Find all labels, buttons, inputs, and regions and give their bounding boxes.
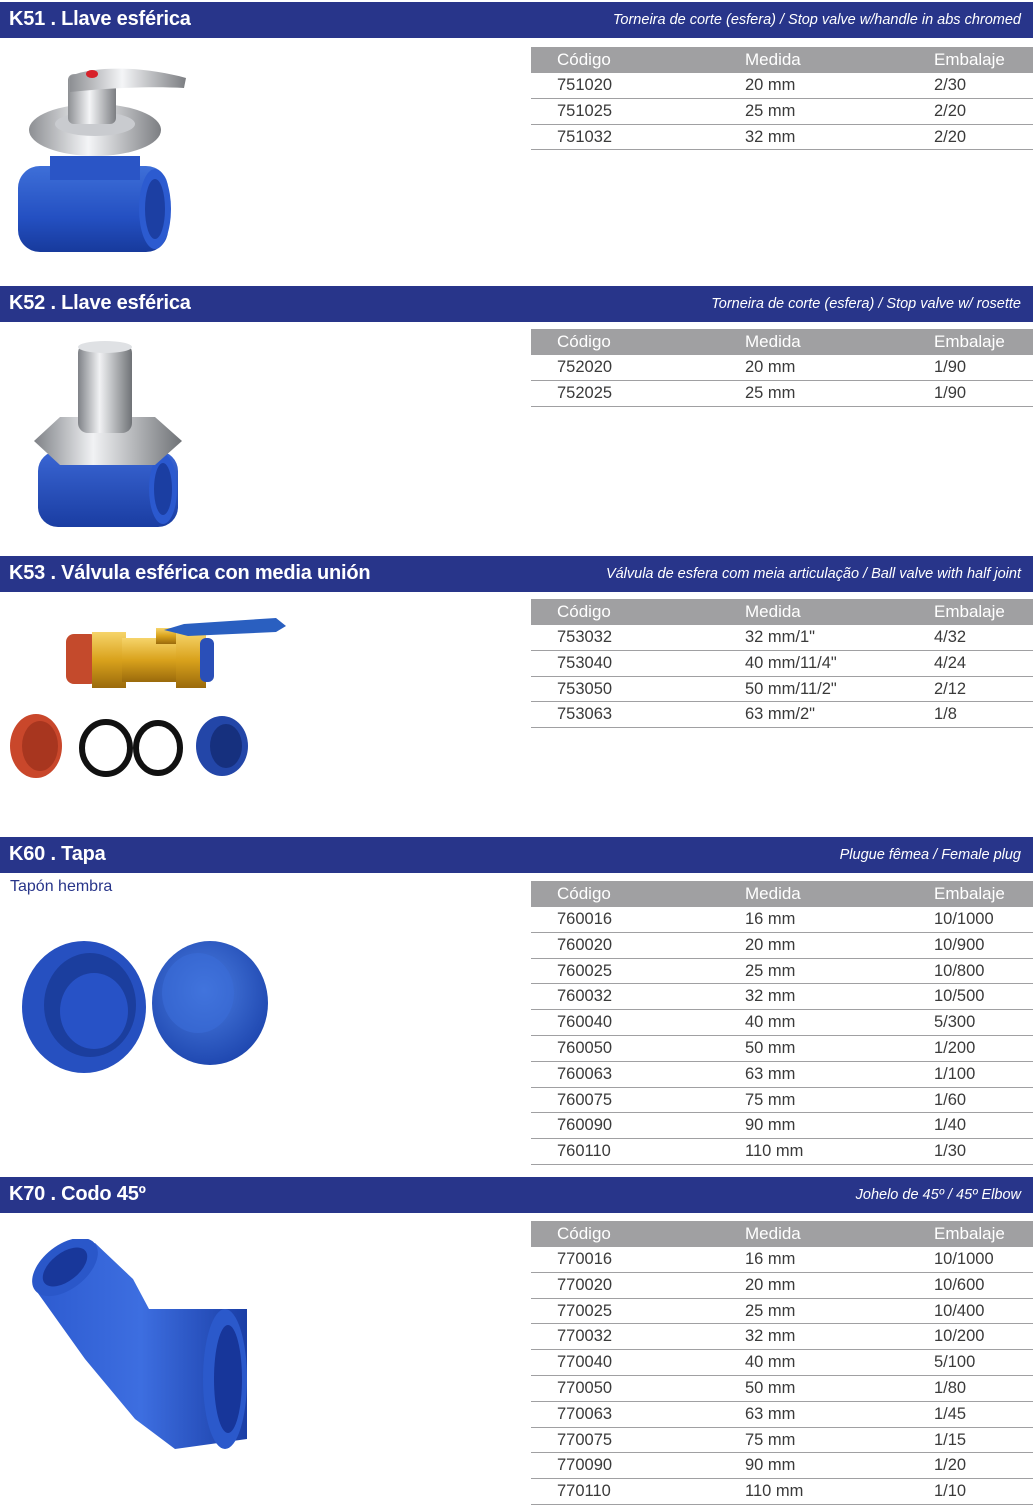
cell-size: 75 mm (745, 1090, 796, 1109)
cell-pack: 1/80 (934, 1378, 967, 1397)
table-row (531, 125, 1033, 151)
table-row (531, 1273, 1033, 1299)
cell-code: 770020 (557, 1275, 613, 1294)
cell-code: 760025 (557, 961, 613, 980)
section-header (0, 2, 1033, 38)
cell-pack: 1/90 (934, 383, 967, 402)
section-subtitle: Válvula de esfera com meia articulação / Ball valve with half joint (605, 566, 1021, 582)
cell-size: 40 mm/11/4" (745, 653, 837, 672)
cell-pack: 1/90 (934, 358, 967, 376)
cell-code: 752020 (557, 358, 613, 376)
cell-size: 63 mm/2" (745, 705, 816, 724)
table-row (531, 1324, 1033, 1350)
cell-pack: 1/40 (934, 1116, 967, 1135)
cell-pack: 1/15 (934, 1430, 967, 1449)
cell-size: 32 mm/1" (745, 628, 816, 646)
cell-code: 760050 (557, 1038, 613, 1057)
section-subtitle: Torneira de corte (esfera) / Stop valve w/handle in abs chromed (612, 12, 1021, 28)
cell-pack: 10/800 (934, 961, 985, 980)
section-title: K53 . Válvula esférica con media unión (9, 562, 371, 584)
cell-code: 770063 (557, 1404, 613, 1423)
cell-size: 25 mm (745, 961, 796, 980)
cell-size: Medida (745, 884, 801, 903)
product-table (531, 881, 1033, 1165)
cell-pack: 2/30 (934, 76, 967, 94)
table-row (531, 1299, 1033, 1325)
cell-pack: 5/100 (934, 1353, 976, 1372)
table-row (531, 984, 1033, 1010)
cell-code: 770040 (557, 1353, 613, 1372)
cell-pack: 10/500 (934, 987, 985, 1006)
cell-code: 753040 (557, 653, 613, 672)
cell-code: 760032 (557, 987, 613, 1006)
table-header (531, 881, 1033, 907)
cell-code: 760040 (557, 1013, 613, 1032)
cell-size: 20 mm (745, 1275, 796, 1294)
table-row (531, 1247, 1033, 1273)
section-subtitle: Johelo de 45º / 45º Elbow (855, 1187, 1021, 1203)
table-row (531, 1479, 1033, 1505)
cell-code: 751025 (557, 101, 613, 120)
cell-size: 50 mm/11/2" (745, 679, 837, 698)
table-row (531, 1139, 1033, 1165)
cell-pack: 1/20 (934, 1456, 967, 1475)
product-table (531, 47, 1033, 150)
table-row (531, 99, 1033, 125)
cell-pack: 4/24 (934, 653, 967, 672)
cell-code: 770110 (557, 1482, 611, 1501)
cell-size: 25 mm (745, 101, 796, 120)
cell-pack: 1/45 (934, 1404, 967, 1423)
cell-size: 20 mm (745, 358, 796, 376)
cell-code: Código (557, 332, 611, 351)
female-plug-icon (20, 937, 275, 1077)
cell-pack: 2/12 (934, 679, 967, 698)
cell-pack: 1/30 (934, 1142, 967, 1161)
cell-code: 751032 (557, 127, 613, 146)
table-row (531, 1428, 1033, 1454)
cell-size: 63 mm (745, 1064, 796, 1083)
cell-size: 25 mm (745, 383, 796, 402)
section-subtitle: Torneira de corte (esfera) / Stop valve w/ rosette (711, 296, 1021, 312)
stop-valve-rosette-icon (30, 341, 190, 536)
section-title: K70 . Codo 45º (9, 1183, 146, 1205)
table-row (531, 1376, 1033, 1402)
cell-pack: 10/600 (934, 1275, 985, 1294)
cell-size: 110 mm (745, 1142, 804, 1161)
cell-size: 110 mm (745, 1482, 804, 1501)
section-note: Tapón hembra (10, 878, 113, 895)
table-row (531, 1453, 1033, 1479)
cell-size: 50 mm (745, 1378, 796, 1397)
cell-code: 760020 (557, 935, 613, 954)
cell-pack: Embalaje (934, 602, 1005, 621)
table-row (531, 702, 1033, 728)
section-title: K51 . Llave esférica (9, 8, 191, 30)
section-header (0, 1177, 1033, 1213)
cell-pack: Embalaje (934, 1224, 1005, 1243)
table-header (531, 1221, 1033, 1247)
cell-code: 760090 (557, 1116, 613, 1135)
table-row (531, 1036, 1033, 1062)
cell-size: 20 mm (745, 935, 796, 954)
cell-pack: 1/60 (934, 1090, 967, 1109)
cell-size: Medida (745, 332, 801, 351)
cell-size: 40 mm (745, 1013, 796, 1032)
table-row (531, 381, 1033, 407)
cell-size: Medida (745, 50, 801, 69)
product-table (531, 329, 1033, 407)
cell-pack: 1/100 (934, 1064, 976, 1083)
section-header (0, 837, 1033, 873)
product-table (531, 599, 1033, 728)
cell-pack: 1/8 (934, 705, 957, 724)
cell-code: 770032 (557, 1327, 613, 1346)
cell-size: 32 mm (745, 127, 796, 146)
cell-pack: 1/10 (934, 1482, 967, 1501)
cell-size: 75 mm (745, 1430, 796, 1449)
cell-code: 753050 (557, 679, 613, 698)
cell-size: 25 mm (745, 1301, 796, 1320)
cell-size: 40 mm (745, 1353, 796, 1372)
stop-valve-handle-icon (10, 58, 190, 258)
elbow-45-icon (25, 1239, 255, 1459)
cell-code: Código (557, 602, 611, 621)
section-title: K60 . Tapa (9, 843, 106, 865)
cell-size: 90 mm (745, 1456, 796, 1475)
cell-size: 32 mm (745, 1327, 796, 1346)
cell-pack: 10/1000 (934, 1250, 994, 1268)
cell-code: 760075 (557, 1090, 613, 1109)
cell-code: 751020 (557, 76, 613, 94)
cell-pack: 10/1000 (934, 910, 994, 928)
cell-pack: 2/20 (934, 127, 967, 146)
table-header (531, 599, 1033, 625)
cell-size: 20 mm (745, 76, 796, 94)
table-row (531, 355, 1033, 381)
cell-pack: 10/900 (934, 935, 985, 954)
section-title: K52 . Llave esférica (9, 292, 191, 314)
cell-size: 50 mm (745, 1038, 796, 1057)
section-header (0, 286, 1033, 322)
cell-size: Medida (745, 602, 801, 621)
cell-size: 90 mm (745, 1116, 796, 1135)
cell-code: 753063 (557, 705, 613, 724)
table-row (531, 73, 1033, 99)
ball-valve-half-joint-icon (6, 616, 291, 791)
cell-size: 32 mm (745, 987, 796, 1006)
section-subtitle: Plugue fêmea / Female plug (839, 847, 1021, 863)
cell-pack: 4/32 (934, 628, 967, 646)
cell-pack: 2/20 (934, 101, 967, 120)
cell-code: Código (557, 1224, 611, 1243)
cell-code: 760110 (557, 1142, 611, 1161)
cell-code: 770050 (557, 1378, 613, 1397)
table-row (531, 1062, 1033, 1088)
cell-code: 760016 (557, 910, 613, 928)
table-row (531, 1010, 1033, 1036)
table-row (531, 959, 1033, 985)
table-row (531, 625, 1033, 651)
table-row (531, 1350, 1033, 1376)
table-row (531, 651, 1033, 677)
table-row (531, 1402, 1033, 1428)
product-table (531, 1221, 1033, 1505)
cell-pack: 5/300 (934, 1013, 976, 1032)
table-header (531, 329, 1033, 355)
cell-size: 16 mm (745, 910, 796, 928)
table-row (531, 1088, 1033, 1114)
cell-size: Medida (745, 1224, 801, 1243)
cell-code: 770090 (557, 1456, 613, 1475)
cell-size: 16 mm (745, 1250, 796, 1268)
table-row (531, 933, 1033, 959)
cell-code: 770016 (557, 1250, 613, 1268)
table-row (531, 907, 1033, 933)
cell-code: Código (557, 884, 611, 903)
cell-code: 760063 (557, 1064, 613, 1083)
cell-code: 753032 (557, 628, 613, 646)
cell-pack: Embalaje (934, 332, 1005, 351)
table-row (531, 1113, 1033, 1139)
cell-code: Código (557, 50, 611, 69)
section-header (0, 556, 1033, 592)
table-row (531, 677, 1033, 703)
cell-code: 770075 (557, 1430, 613, 1449)
cell-pack: 10/200 (934, 1327, 985, 1346)
cell-pack: 1/200 (934, 1038, 976, 1057)
cell-pack: Embalaje (934, 50, 1005, 69)
cell-code: 752025 (557, 383, 613, 402)
cell-code: 770025 (557, 1301, 613, 1320)
cell-size: 63 mm (745, 1404, 796, 1423)
table-header (531, 47, 1033, 73)
cell-pack: Embalaje (934, 884, 1005, 903)
cell-pack: 10/400 (934, 1301, 985, 1320)
